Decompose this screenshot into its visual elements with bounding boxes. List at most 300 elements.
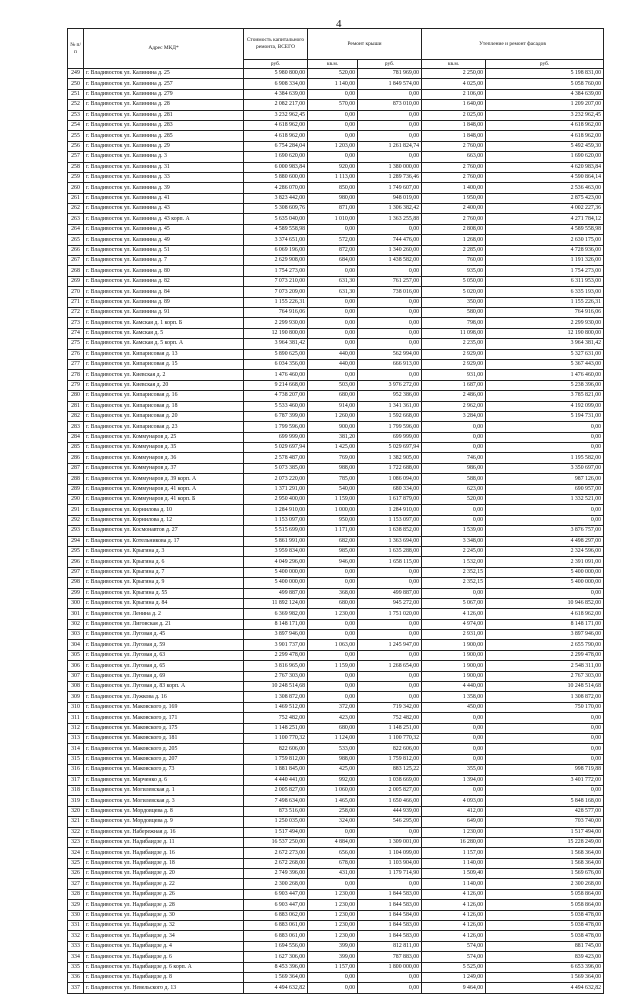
row-number: 316 [68, 765, 84, 775]
row-roof-cost: 0,00 [358, 131, 422, 141]
row-facade-cost: 764 916,06 [486, 307, 604, 317]
row-roof-area: 0,00 [308, 131, 358, 141]
row-number: 330 [68, 910, 84, 920]
row-total-cost: 12 190 800,00 [244, 328, 308, 338]
row-total-cost: 7 498 634,00 [244, 796, 308, 806]
row-roof-area: 680,00 [308, 391, 358, 401]
row-total-cost: 4 618 962,00 [244, 131, 308, 141]
row-roof-area: 1 159,00 [308, 495, 358, 505]
row-facade-area: 588,00 [422, 474, 486, 484]
row-number: 276 [68, 349, 84, 359]
row-roof-cost: 1 340 260,00 [358, 245, 422, 255]
row-address: г. Владивосток ул. Коммунаров д. 35 [84, 443, 244, 453]
row-number: 266 [68, 245, 84, 255]
row-facade-area: 574,00 [422, 941, 486, 951]
row-total-cost: 1 476 460,00 [244, 370, 308, 380]
row-address: г. Владивосток ул. Калинина д. 43 корп. А [84, 214, 244, 224]
table-row [68, 692, 604, 702]
row-address: г. Владивосток ул. Калинина д. 283 [84, 120, 244, 130]
row-roof-cost: 1 592 668,00 [358, 411, 422, 421]
row-number: 302 [68, 619, 84, 629]
row-facade-cost: 750 170,00 [486, 702, 604, 712]
row-number: 290 [68, 495, 84, 505]
row-facade-cost: 4 589 558,98 [486, 224, 604, 234]
row-facade-area: 1 400,00 [422, 183, 486, 193]
row-roof-cost: 1 800 000,00 [358, 962, 422, 972]
row-roof-area: 988,00 [308, 463, 358, 473]
row-address: г. Владивосток ул. Надибаидзе д. 30 [84, 910, 244, 920]
row-facade-area: 0,00 [422, 443, 486, 453]
row-roof-area: 372,00 [308, 702, 358, 712]
row-address: г. Владивосток ул. Надибаидзе д. 18 [84, 858, 244, 868]
row-address: г. Владивосток ул. Калинина д. 89 [84, 297, 244, 307]
row-roof-area: 368,00 [308, 588, 358, 598]
row-total-cost: 3 897 946,00 [244, 630, 308, 640]
row-facade-cost: 428 577,00 [486, 806, 604, 816]
row-roof-cost: 499 887,00 [358, 588, 422, 598]
table-row [68, 941, 604, 951]
row-facade-cost: 5 038 478,00 [486, 921, 604, 931]
row-address: г. Владивосток ул. Крыгина д. 9 [84, 578, 244, 588]
row-total-cost: 6 883 061,00 [244, 921, 308, 931]
row-roof-cost: 0,00 [358, 650, 422, 660]
row-facade-area: 1 394,00 [422, 775, 486, 785]
row-total-cost: 1 881 845,00 [244, 765, 308, 775]
row-roof-cost: 1 261 824,74 [358, 141, 422, 151]
table-row [68, 609, 604, 619]
header-num: № п/п [68, 29, 84, 69]
row-number: 251 [68, 89, 84, 99]
table-row [68, 401, 604, 411]
row-number: 308 [68, 682, 84, 692]
row-roof-area: 0,00 [308, 110, 358, 120]
row-roof-area: 0,00 [308, 152, 358, 162]
row-number: 320 [68, 806, 84, 816]
row-facade-cost: 8 148 171,00 [486, 619, 604, 629]
table-row [68, 515, 604, 525]
row-roof-cost: 787 883,00 [358, 952, 422, 962]
row-address: г. Владивосток ул. Надибаидзе д. 16 [84, 848, 244, 858]
row-facade-area: 0,00 [422, 713, 486, 723]
row-address: г. Владивосток ул. Калинина д. 31 [84, 162, 244, 172]
row-roof-area: 1 230,00 [308, 609, 358, 619]
row-roof-cost: 0,00 [358, 339, 422, 349]
row-roof-cost: 1 179 714,90 [358, 869, 422, 879]
row-number: 298 [68, 578, 84, 588]
row-total-cost: 1 759 812,00 [244, 754, 308, 764]
row-roof-area: 1 230,00 [308, 889, 358, 899]
row-total-cost: 5 861 991,00 [244, 536, 308, 546]
row-total-cost: 4 384 639,00 [244, 89, 308, 99]
row-roof-area: 0,00 [308, 297, 358, 307]
row-number: 303 [68, 630, 84, 640]
row-roof-cost: 680 334,00 [358, 484, 422, 494]
row-roof-cost: 948 019,00 [358, 193, 422, 203]
row-facade-area: 1 900,00 [422, 671, 486, 681]
row-facade-cost: 0,00 [486, 422, 604, 432]
row-address: г. Владивосток ул. Надибаидзе д. 4 [84, 941, 244, 951]
row-roof-cost: 883 125,22 [358, 765, 422, 775]
row-total-cost: 2 950 400,00 [244, 495, 308, 505]
row-roof-area: 920,00 [308, 162, 358, 172]
row-address: г. Владивосток ул. Надибаидзе д. 20 [84, 869, 244, 879]
table-row [68, 972, 604, 982]
row-facade-area: 1 640,00 [422, 100, 486, 110]
row-number: 264 [68, 224, 84, 234]
row-number: 334 [68, 952, 84, 962]
row-number: 262 [68, 204, 84, 214]
row-address: г. Владивосток ул. Луговая д. 69 [84, 671, 244, 681]
table-row [68, 453, 604, 463]
row-roof-cost: 1 382 905,00 [358, 453, 422, 463]
row-address: г. Владивосток ул. Маковского д. 171 [84, 713, 244, 723]
row-facade-area: 0,00 [422, 515, 486, 525]
row-address: г. Владивосток ул. Крыгина д. 55 [84, 588, 244, 598]
table-row [68, 806, 604, 816]
row-facade-cost: 2 767 303,00 [486, 671, 604, 681]
row-facade-area: 2 760,00 [422, 162, 486, 172]
row-total-cost: 764 916,06 [244, 307, 308, 317]
row-facade-area: 2 106,00 [422, 89, 486, 99]
row-facade-area: 2 760,00 [422, 172, 486, 182]
row-facade-cost: 1 308 872,00 [486, 692, 604, 702]
row-number: 278 [68, 370, 84, 380]
row-facade-area: 580,00 [422, 307, 486, 317]
table-row [68, 256, 604, 266]
row-facade-cost: 0,00 [486, 505, 604, 515]
row-facade-area: 0,00 [422, 734, 486, 744]
row-total-cost: 1 250 035,00 [244, 817, 308, 827]
row-roof-area: 0,00 [308, 630, 358, 640]
row-facade-area: 4 093,00 [422, 796, 486, 806]
row-total-cost: 2 578 487,00 [244, 453, 308, 463]
row-number: 257 [68, 152, 84, 162]
row-roof-cost: 1 844 583,00 [358, 889, 422, 899]
row-number: 275 [68, 339, 84, 349]
row-address: г. Владивосток ул. Крыгина д. 7 [84, 567, 244, 577]
table-row [68, 172, 604, 182]
row-facade-cost: 839 423,00 [486, 952, 604, 962]
row-roof-cost: 719 342,00 [358, 702, 422, 712]
table-row [68, 702, 604, 712]
row-facade-cost: 5 400 000,00 [486, 567, 604, 577]
row-roof-cost: 0,00 [358, 879, 422, 889]
row-total-cost: 4 589 558,98 [244, 224, 308, 234]
row-total-cost: 6 787 399,00 [244, 411, 308, 421]
row-roof-cost: 781 969,00 [358, 69, 422, 79]
row-facade-area: 0,00 [422, 505, 486, 515]
row-number: 324 [68, 848, 84, 858]
row-address: г. Владивосток ул. Невельского д. 13 [84, 983, 244, 993]
row-roof-area: 431,00 [308, 869, 358, 879]
row-facade-area: 11 098,00 [422, 328, 486, 338]
table-row [68, 131, 604, 141]
row-total-cost: 8 453 396,00 [244, 962, 308, 972]
row-number: 253 [68, 110, 84, 120]
row-facade-cost: 5 058 864,00 [486, 900, 604, 910]
row-number: 249 [68, 69, 84, 79]
table-row [68, 713, 604, 723]
row-number: 289 [68, 484, 84, 494]
row-number: 292 [68, 515, 84, 525]
row-number: 319 [68, 796, 84, 806]
row-roof-cost: 1 638 852,00 [358, 526, 422, 536]
row-number: 271 [68, 297, 84, 307]
row-facade-area: 0,00 [422, 422, 486, 432]
row-facade-cost: 10 248 514,68 [486, 682, 604, 692]
row-number: 337 [68, 983, 84, 993]
row-roof-cost: 1 759 812,00 [358, 754, 422, 764]
row-address: г. Владивосток ул. Кипарисовая д. 18 [84, 401, 244, 411]
row-facade-area: 0,00 [422, 432, 486, 442]
table-row [68, 869, 604, 879]
row-number: 299 [68, 588, 84, 598]
row-roof-area: 871,00 [308, 204, 358, 214]
row-total-cost: 11 892 124,00 [244, 598, 308, 608]
row-address: г. Владивосток ул. Луговая д. 83 корп. А [84, 682, 244, 692]
row-facade-area: 798,00 [422, 318, 486, 328]
row-facade-cost: 1 568 364,00 [486, 858, 604, 868]
row-facade-area: 2 962,00 [422, 401, 486, 411]
row-total-cost: 6 034 356,00 [244, 359, 308, 369]
row-number: 312 [68, 723, 84, 733]
row-address: г. Владивосток ул. Космонавтов д. 27 [84, 526, 244, 536]
table-row [68, 889, 604, 899]
row-address: г. Владивосток ул. Надибаидзе д. 8 [84, 972, 244, 982]
row-address: г. Владивосток ул. Маковского д. 175 [84, 723, 244, 733]
row-total-cost: 1 100 770,32 [244, 734, 308, 744]
row-facade-cost: 3 232 962,45 [486, 110, 604, 120]
row-address: г. Владивосток ул. Калинина д. 91 [84, 307, 244, 317]
row-number: 259 [68, 172, 84, 182]
row-number: 294 [68, 536, 84, 546]
row-address: г. Владивосток ул. Надибаидзе д. 22 [84, 879, 244, 889]
row-roof-area: 1 010,00 [308, 214, 358, 224]
row-facade-cost: 998 719,88 [486, 765, 604, 775]
row-roof-cost: 444 939,00 [358, 806, 422, 816]
row-roof-cost: 1 148 251,00 [358, 723, 422, 733]
row-facade-cost: 0,00 [486, 588, 604, 598]
table-row [68, 141, 604, 151]
row-number: 336 [68, 972, 84, 982]
row-address: г. Владивосток ул. Маковского д. 181 [84, 734, 244, 744]
row-roof-cost: 1 289 736,46 [358, 172, 422, 182]
row-roof-cost: 0,00 [358, 297, 422, 307]
row-roof-area: 570,00 [308, 100, 358, 110]
row-total-cost: 2 672 268,00 [244, 858, 308, 868]
table-row [68, 495, 604, 505]
row-roof-area: 680,00 [308, 598, 358, 608]
row-roof-area: 399,00 [308, 952, 358, 962]
row-number: 285 [68, 443, 84, 453]
row-number: 304 [68, 640, 84, 650]
row-roof-area: 769,00 [308, 453, 358, 463]
table-row [68, 931, 604, 941]
row-total-cost: 5 635 040,00 [244, 214, 308, 224]
row-number: 265 [68, 235, 84, 245]
table-row [68, 879, 604, 889]
row-facade-cost: 6 335 193,00 [486, 287, 604, 297]
row-address: г. Владивосток ул. Калинина д. 257 [84, 79, 244, 89]
row-address: г. Владивосток ул. Коммунаров д. 39 корп. А [84, 474, 244, 484]
row-facade-area: 1 900,00 [422, 650, 486, 660]
table-row [68, 557, 604, 567]
row-address: г. Владивосток ул. Корнилова д. 10 [84, 505, 244, 515]
row-facade-area: 1 509,40 [422, 869, 486, 879]
row-facade-cost: 0,00 [486, 713, 604, 723]
table-row [68, 152, 604, 162]
row-total-cost: 6 883 062,00 [244, 910, 308, 920]
table-row [68, 526, 604, 536]
row-facade-area: 4 126,00 [422, 931, 486, 941]
row-address: г. Владивосток ул. Камская д. 1 корп. Б [84, 318, 244, 328]
row-address: г. Владивосток ул. Коммунаров д. 41 корп. Б [84, 495, 244, 505]
row-roof-area: 425,00 [308, 765, 358, 775]
table-row [68, 318, 604, 328]
row-roof-cost: 1 844 583,00 [358, 931, 422, 941]
row-facade-area: 16 280,00 [422, 837, 486, 847]
row-total-cost: 6 883 061,00 [244, 931, 308, 941]
row-facade-area: 1 249,00 [422, 972, 486, 982]
row-facade-cost: 2 536 463,00 [486, 183, 604, 193]
row-roof-area: 4 884,00 [308, 837, 358, 847]
row-roof-cost: 1 635 288,00 [358, 546, 422, 556]
table-row [68, 723, 604, 733]
row-roof-cost: 1 844 584,00 [358, 910, 422, 920]
row-roof-area: 1 159,00 [308, 661, 358, 671]
row-facade-area: 0,00 [422, 785, 486, 795]
row-number: 318 [68, 785, 84, 795]
row-total-cost: 2 300 268,00 [244, 879, 308, 889]
row-number: 256 [68, 141, 84, 151]
row-address: г. Владивосток ул. Калинина д. 80 [84, 266, 244, 276]
row-address: г. Владивосток ул. Луговая д. 45 [84, 630, 244, 640]
table-row [68, 754, 604, 764]
row-facade-area: 2 929,00 [422, 349, 486, 359]
table-row [68, 307, 604, 317]
row-facade-area: 5 020,00 [422, 287, 486, 297]
row-facade-cost: 881 745,00 [486, 941, 604, 951]
row-facade-cost: 1 209 207,00 [486, 100, 604, 110]
row-facade-area: 574,00 [422, 952, 486, 962]
row-address: г. Владивосток ул. Надибаидзе д. 28 [84, 900, 244, 910]
row-roof-cost: 1 268 654,00 [358, 661, 422, 671]
row-address: г. Владивосток ул. Калинина д. 281 [84, 110, 244, 120]
row-facade-cost: 0,00 [486, 734, 604, 744]
row-roof-area: 785,00 [308, 474, 358, 484]
row-address: г. Владивосток ул. Киевская д. 2 [84, 370, 244, 380]
row-total-cost: 7 073 209,00 [244, 287, 308, 297]
row-facade-area: 986,00 [422, 463, 486, 473]
table-row [68, 817, 604, 827]
table-row [68, 266, 604, 276]
row-address: г. Владивосток ул. Ленина д. 2 [84, 609, 244, 619]
table-row [68, 69, 604, 79]
row-roof-cost: 0,00 [358, 370, 422, 380]
row-total-cost: 2 749 396,00 [244, 869, 308, 879]
row-address: г. Владивосток ул. Кипарисовая д. 13 [84, 349, 244, 359]
row-address: г. Владивосток ул. Калинина д. 279 [84, 89, 244, 99]
table-row [68, 837, 604, 847]
row-facade-area: 1 900,00 [422, 661, 486, 671]
row-address: г. Владивосток ул. Калинина д. 49 [84, 235, 244, 245]
row-total-cost: 3 959 834,00 [244, 546, 308, 556]
table-row [68, 276, 604, 286]
row-address: г. Владивосток ул. Коммунаров д. 41 корп. А [84, 484, 244, 494]
row-address: г. Владивосток ул. Коммунаров д. 25 [84, 432, 244, 442]
row-roof-area: 540,00 [308, 484, 358, 494]
row-roof-cost: 1 650 466,00 [358, 796, 422, 806]
row-facade-cost: 987 126,00 [486, 474, 604, 484]
row-address: г. Владивосток ул. Крыгина д. 6 [84, 557, 244, 567]
row-number: 313 [68, 734, 84, 744]
row-facade-area: 623,00 [422, 484, 486, 494]
row-facade-cost: 5 058 760,00 [486, 79, 604, 89]
row-facade-cost: 3 897 946,00 [486, 630, 604, 640]
row-number: 282 [68, 411, 84, 421]
row-roof-area: 1 171,00 [308, 526, 358, 536]
row-facade-area: 1 848,00 [422, 131, 486, 141]
row-total-cost: 5 880 600,00 [244, 172, 308, 182]
row-facade-cost: 5 848 168,00 [486, 796, 604, 806]
row-total-cost: 4 286 070,00 [244, 183, 308, 193]
row-facade-area: 2 245,00 [422, 546, 486, 556]
table-row [68, 640, 604, 650]
table-row [68, 983, 604, 993]
row-address: г. Владивосток ул. Надибаидзе д. 26 [84, 889, 244, 899]
row-number: 332 [68, 931, 84, 941]
table-row [68, 827, 604, 837]
row-address: г. Владивосток ул. Калинина д. 28 [84, 100, 244, 110]
table-row [68, 380, 604, 390]
row-number: 268 [68, 266, 84, 276]
row-number: 328 [68, 889, 84, 899]
row-facade-cost: 5 038 478,00 [486, 910, 604, 920]
row-roof-area: 0,00 [308, 266, 358, 276]
table-row [68, 671, 604, 681]
row-address: г. Владивосток ул. Луговая д. 65 [84, 661, 244, 671]
row-address: г. Владивосток ул. Калинина д. 41 [84, 193, 244, 203]
row-number: 252 [68, 100, 84, 110]
row-total-cost: 1 627 306,00 [244, 952, 308, 962]
row-address: г. Владивосток ул. Маковского д. 205 [84, 744, 244, 754]
row-roof-area: 1 230,00 [308, 900, 358, 910]
row-roof-area: 0,00 [308, 328, 358, 338]
table-row [68, 734, 604, 744]
row-total-cost: 7 073 210,00 [244, 276, 308, 286]
row-number: 311 [68, 713, 84, 723]
row-address: г. Владивосток ул. Калинина д. 45 [84, 224, 244, 234]
row-address: г. Владивосток ул. Калинина д. 82 [84, 276, 244, 286]
row-facade-area: 4 025,00 [422, 79, 486, 89]
row-total-cost: 2 767 303,00 [244, 671, 308, 681]
row-facade-cost: 703 740,00 [486, 817, 604, 827]
table-row [68, 775, 604, 785]
table-row [68, 910, 604, 920]
row-total-cost: 4 738 207,00 [244, 391, 308, 401]
row-roof-area: 503,00 [308, 380, 358, 390]
row-number: 255 [68, 131, 84, 141]
row-roof-area: 381,20 [308, 432, 358, 442]
row-roof-area: 0,00 [308, 671, 358, 681]
row-roof-area: 900,00 [308, 422, 358, 432]
row-total-cost: 5 029 697,94 [244, 443, 308, 453]
row-roof-area: 0,00 [308, 89, 358, 99]
row-address: г. Владивосток ул. Калинина д. 3 [84, 152, 244, 162]
row-facade-area: 2 400,00 [422, 204, 486, 214]
table-body [68, 69, 604, 994]
row-roof-cost: 1 038 669,00 [358, 775, 422, 785]
